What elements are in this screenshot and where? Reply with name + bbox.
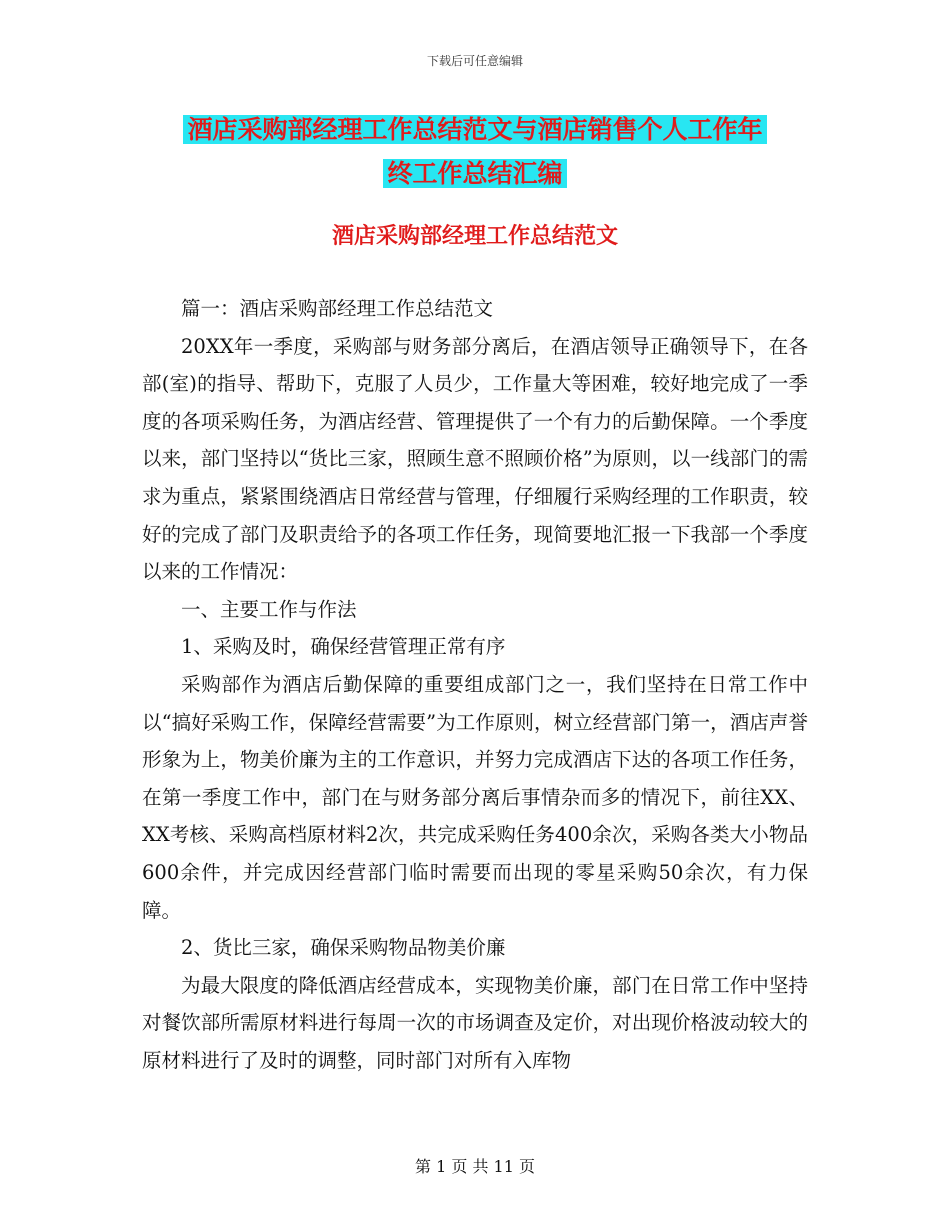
paragraph-subheading-timely-purchase: 1、采购及时，确保经营管理正常有序: [181, 635, 506, 659]
document-title: [140, 108, 810, 196]
body-text: [142, 290, 808, 1079]
page-header: 下载后可任意编辑: [426, 54, 523, 68]
document-title-line-2: 终工作总结汇编: [383, 159, 566, 188]
section-title: 酒店采购部经理工作总结范文: [331, 223, 618, 249]
paragraph-subheading-compare-prices: 2、货比三家，确保采购物品物美价廉: [181, 936, 506, 960]
paragraph-chapter-heading: 篇一：酒店采购部经理工作总结范文: [181, 297, 494, 320]
paragraph-timely-purchase: 采购部作为酒店后勤保障的重要组成部门之一，我们坚持在日常工作中以“搞好采购工作，保障经营需要”为工作原则，树立经营部门第一，酒店声誉形象为上，物美价廉为主的工作意识，并努力完成酒店下达的各项工作任务，在第一季度工作中，部门在与财务部分离后事情杂而多的情况下，前往XX、XX考核、采购高档原材料2次，共完成采购任务400余次，采购各类大小物品600余件，并完成因经营部门临时需要而出现的零星采购50余次，有力保障。: [142, 672, 808, 922]
page-footer: 第 1 页 共 11 页: [415, 1157, 535, 1176]
paragraph-compare-prices: 为最大限度的降低酒店经营成本，实现物美价廉，部门在日常工作中坚持对餐饮部所需原材料进行每周一次的市场调查及定价，对出现价格波动较大的原材料进行了及时的调整，同时部门对所有入库物: [142, 973, 808, 1072]
paragraph-heading-main-work: 一、主要工作与作法: [181, 597, 357, 621]
paragraph-intro: 20XX年一季度，采购部与财务部分离后，在酒店领导正确领导下，在各部(室)的指导、帮助下，克服了人员少，工作量大等困难，较好地完成了一季度的各项采购任务，为酒店经营、管理提供了一个有力的后勤保障。一个季度以来，部门坚持以“货比三家，照顾生意不照顾价格”为原则，以一线部门的需求为重点，紧紧围绕酒店日常经营与管理，仔细履行采购经理的工作职责，较好的完成了部门及职责给予的各项工作任务，现简要地汇报一下我部一个季度以来的工作情况：: [142, 334, 808, 584]
document-title-line-1: 酒店采购部经理工作总结范文与酒店销售个人工作年: [183, 115, 766, 144]
